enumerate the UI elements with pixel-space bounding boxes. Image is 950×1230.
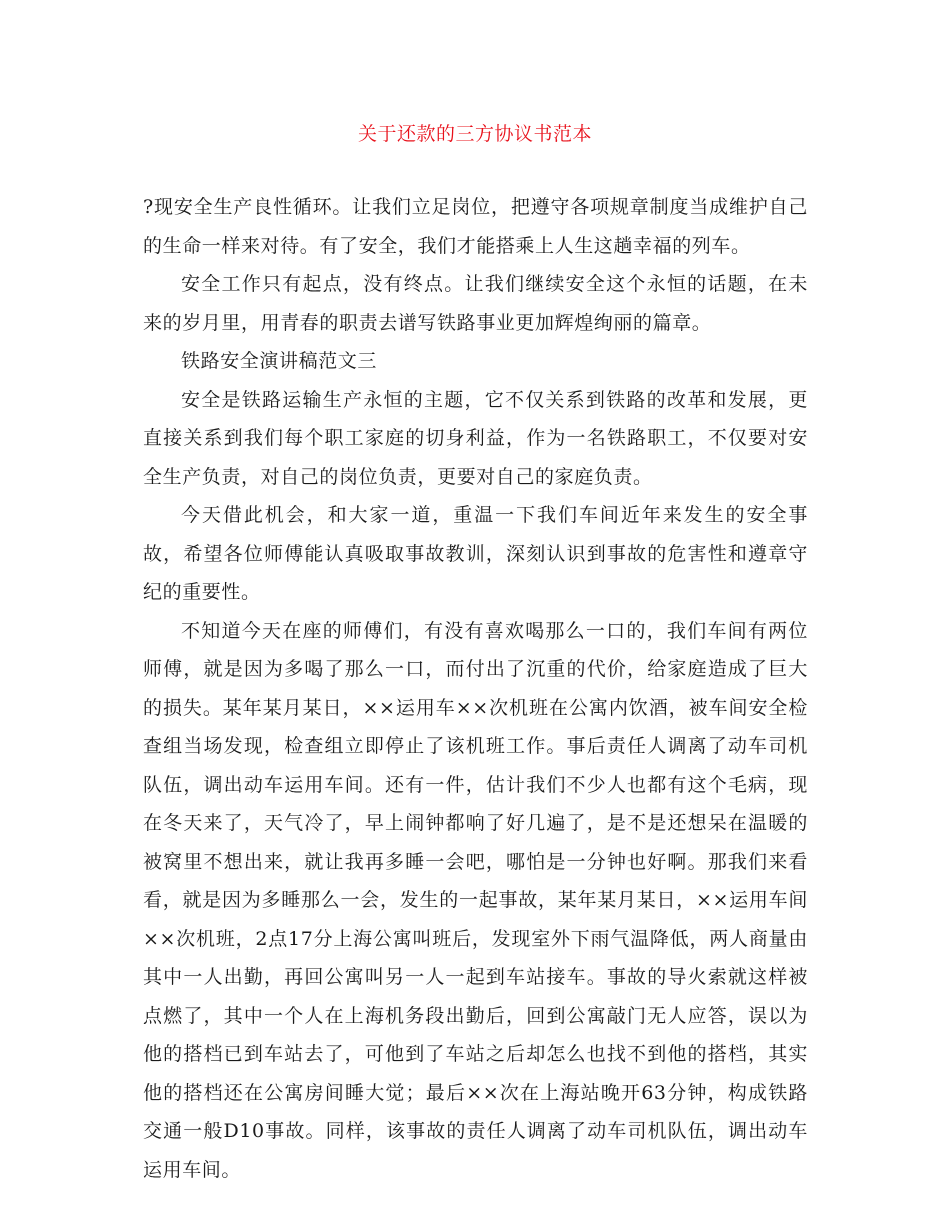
- paragraph-2: 安全工作只有起点，没有终点。让我们继续安全这个永恒的话题，在未来的岁月里，用青春的职责去谱写铁路事业更加辉煌绚丽的篇章。: [143, 273, 808, 334]
- paragraph-3: 安全是铁路运输生产永恒的主题，它不仅关系到铁路的改革和发展，更直接关系到我们每个职工家庭的切身利益，作为一名铁路职工，不仅要对安全生产负责，对自己的岗位负责，更要对自己的家庭负责。: [143, 388, 808, 488]
- document-title: 关于还款的三方协议书范本: [357, 123, 592, 145]
- paragraph-4: 今天借此机会，和大家一道，重温一下我们车间近年来发生的安全事故，希望各位师傅能认真吸取事故教训，深刻认识到事故的危害性和遵章守纪的重要性。: [143, 504, 808, 603]
- paragraph-1: ?现安全生产良性循环。让我们立足岗位，把遵守各项规章制度当成维护自己的生命一样来对待。有了安全，我们才能搭乘上人生这趟幸福的列车。: [143, 196, 808, 257]
- paragraph-5: 不知道今天在座的师傅们，有没有喜欢喝那么一口的，我们车间有两位师傅，就是因为多喝了那么一口，而付出了沉重的代价，给家庭造成了巨大的损失。某年某月某日，××运用车××次机班在公寓内饮酒，被车间安全检查组当场发现，检查组立即停止了该机班工作。事后责任人调离了动车司机队伍，调出动车运用车间。还有一件，估计我们不少人也都有这个毛病，现在冬天来了，天气冷了，早上闹钟都响了好几遍了，是不是还想呆在温暖的被窝里不想出来，就让我再多睡一会吧，哪怕是一分钟也好啊。那我们来看看，就是因为多睡那么一会，发生的一起事故，某年某月某日，××运用车间××次机班，2点17分上海公寓叫班后，发现室外下雨气温降低，两人商量由其中一人出勤，再回公寓叫另一人一起到车站接车。事故的导火索就这样被点燃了，其中一个人在上海机务段出勤后，回到公寓敲门无人应答，误以为他的搭档已到车站去了，可他到了车站之后却怎么也找不到他的搭档，其实他的搭档还在公寓房间睡大觉；最后××次在上海站晚开63分钟，构成铁路交通一般D10事故。同样，该事故的责任人调离了动车司机队伍，调出动车运用车间。: [143, 619, 808, 1181]
- document-body: [143, 188, 808, 1189]
- section-heading: 铁路安全演讲稿范文三: [181, 350, 378, 372]
